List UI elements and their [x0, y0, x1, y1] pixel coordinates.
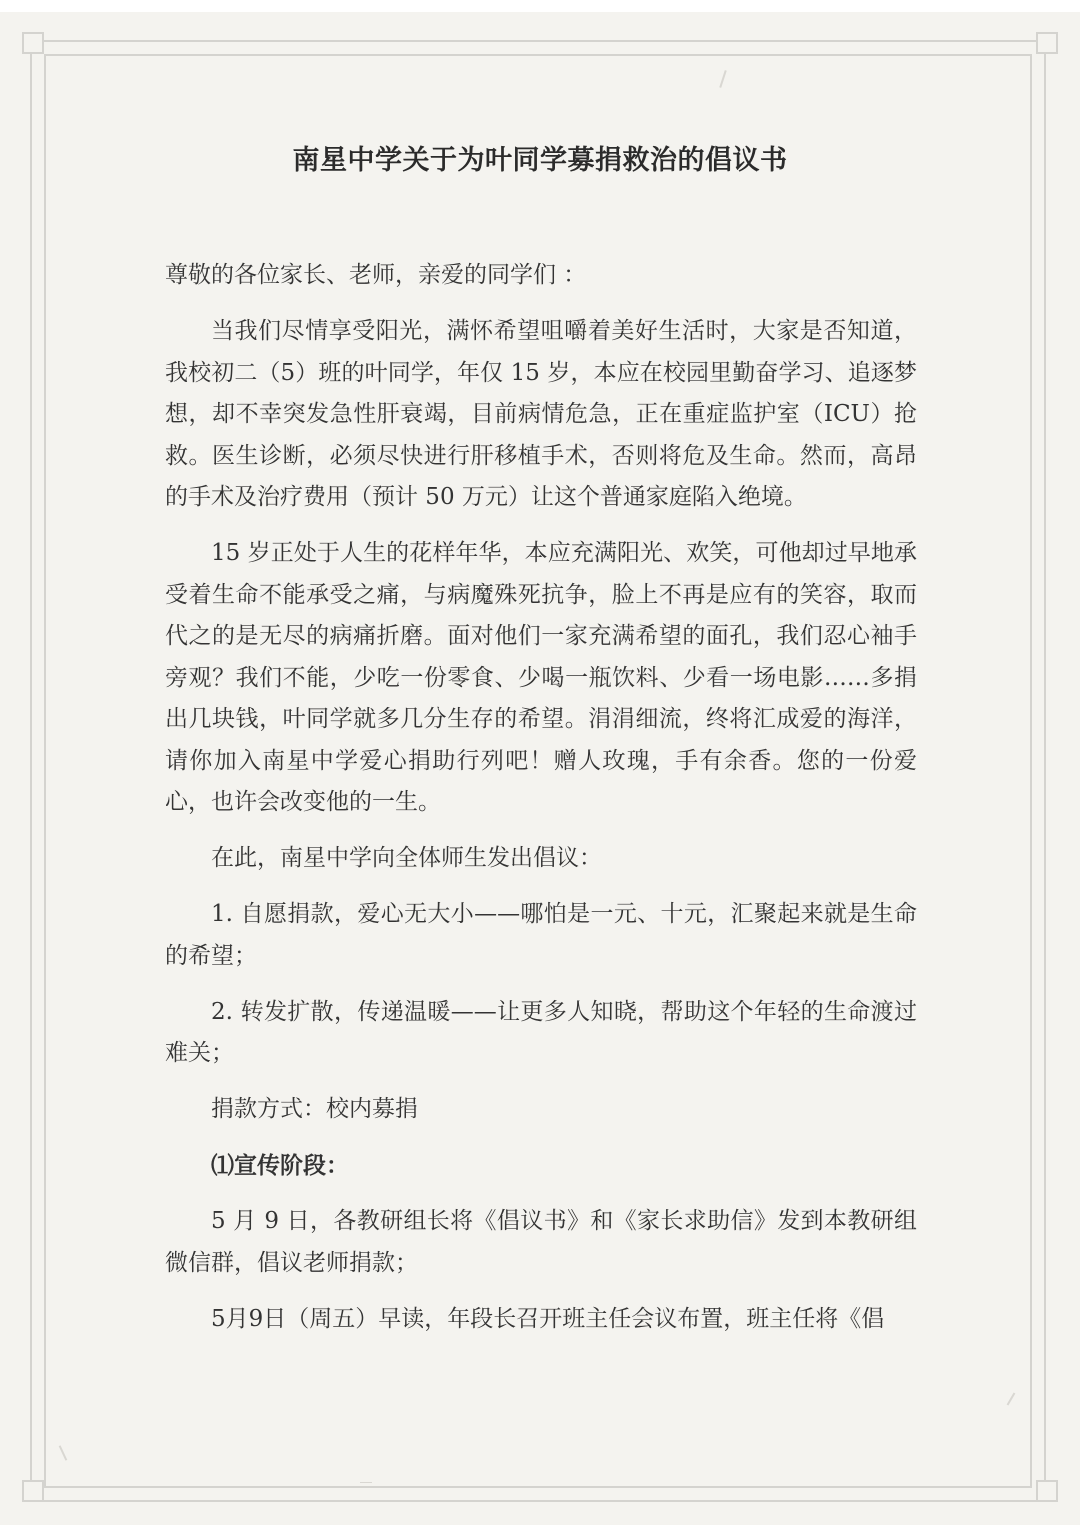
corner-ornament [1036, 32, 1058, 54]
corner-ornament [1036, 1480, 1058, 1502]
paragraph: 15 岁正处于人生的花样年华，本应充满阳光、欢笑，可他却过早地承受着生命不能承受之痛，与病魔殊死抗争，脸上不再是应有的笑容，取而代之的是无尽的病痛折磨。面对他们一家充满希望的面孔，我们忍心袖手旁观？我们不能，少吃一份零食、少喝一瓶饮料、少看一场电影……多捐出几块钱，叶同学就多几分生存的希望。涓涓细流，终将汇成爱的海洋，请你加入南星中学爱心捐助行列吧！赠人玫瑰，手有余香。您的一份爱心，也许会改变他的一生。 [165, 540, 917, 815]
list-item: 1. 自愿捐款，爱心无大小——哪怕是一元、十元，汇聚起来就是生命的希望； [165, 901, 917, 969]
corner-ornament [22, 1480, 44, 1502]
donation-method: 捐款方式：校内募捐 [211, 1096, 418, 1122]
paper-texture-mark [360, 1482, 372, 1483]
list-item: 2. 转发扩散，传递温暖——让更多人知晓，帮助这个年轻的生命渡过难关； [165, 998, 917, 1066]
corner-ornament [22, 32, 44, 54]
paragraph: 5 月 9 日，各教研组长将《倡议书》和《家长求助信》发到本教研组微信群，倡议老师捐款； [165, 1208, 917, 1276]
paragraph: 当我们尽情享受阳光，满怀希望咀嚼着美好生活时，大家是否知道，我校初二（5）班的叶同学，年仅 15 岁，本应在校园里勤奋学习、追逐梦想，却不幸突发急性肝衰竭，目前病情危急，正在重症监护室（ICU）抢救。医生诊断，必须尽快进行肝移植手术，否则将危及生命。然而，高昂的手术及治疗费用（预计 50 万元）让这个普通家庭陷入绝境。 [165, 318, 917, 510]
paragraph: 5月9日（周五）早读，年段长召开班主任会议布置，班主任将《倡 [211, 1305, 885, 1332]
document-body [165, 255, 917, 1355]
document-title: 南星中学关于为叶同学募捐救治的倡议书 [292, 145, 788, 176]
paragraph: 在此，南星中学向全体师生发出倡议： [211, 845, 602, 871]
section-heading: ⑴宣传阶段： [211, 1152, 349, 1179]
salutation: 尊敬的各位家长、老师，亲爱的同学们 ： [165, 262, 587, 288]
